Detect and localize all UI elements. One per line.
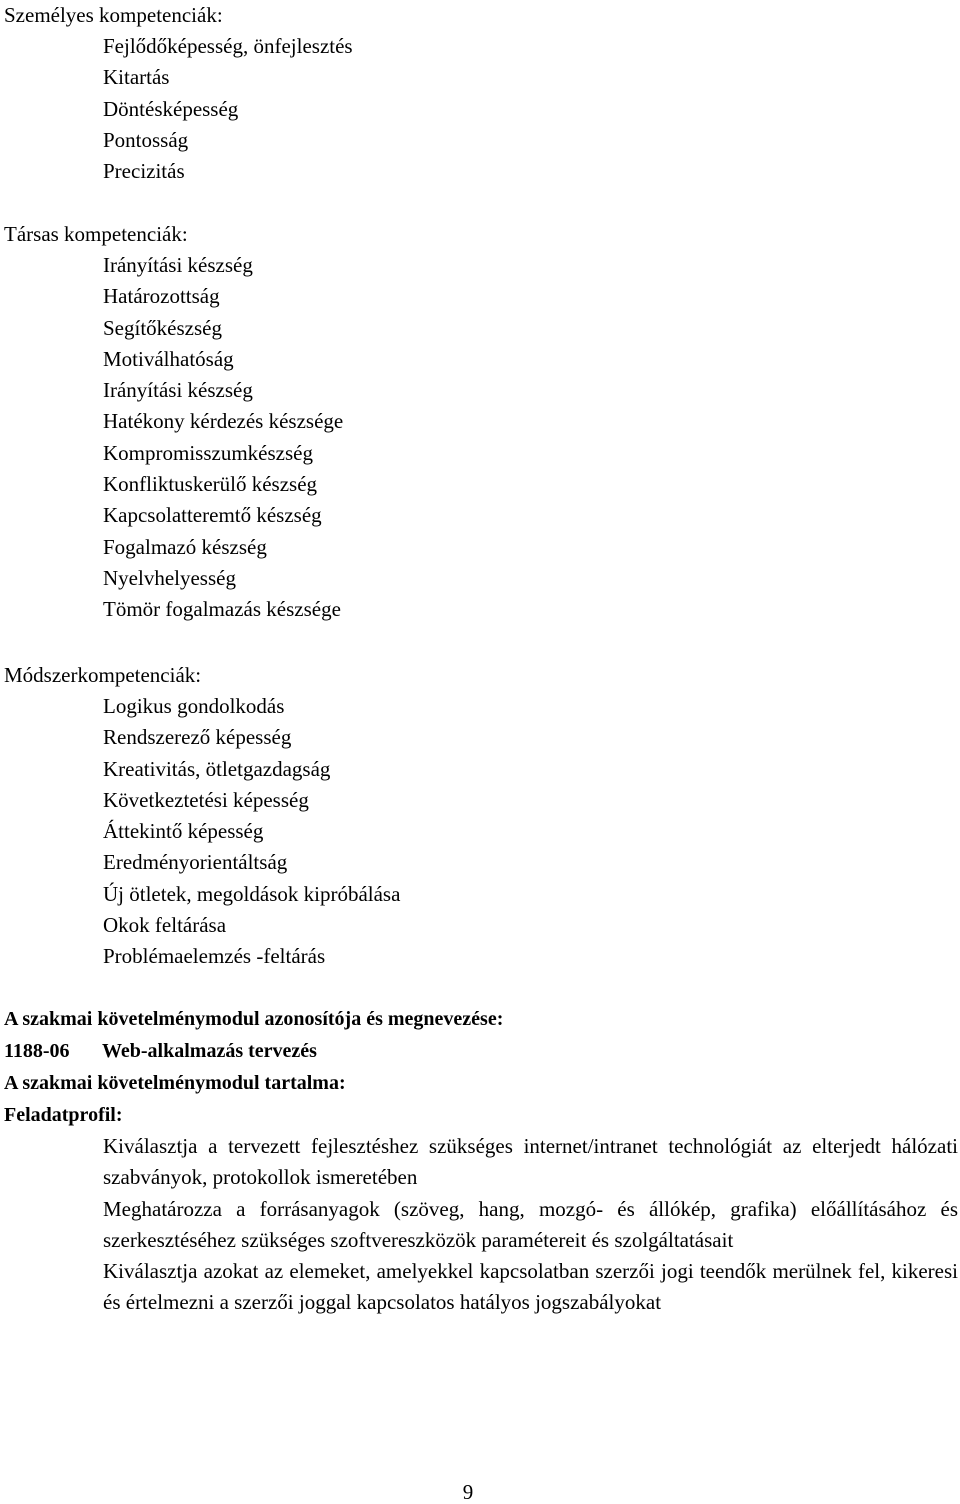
list-item: Kapcsolatteremtő készség bbox=[103, 503, 322, 528]
list-item: Hatékony kérdezés készsége bbox=[103, 409, 344, 434]
list-item: Új ötletek, megoldások kipróbálása bbox=[103, 881, 401, 906]
list-item: Konfliktuskerülő készség bbox=[103, 472, 318, 497]
page-number: 9 bbox=[462, 1480, 474, 1504]
module-content-title: A szakmai követelménymodul tartalma: bbox=[4, 1072, 346, 1094]
list-item: Következtetési képesség bbox=[103, 787, 309, 812]
competency-list bbox=[0, 691, 960, 973]
section-heading: Módszerkompetenciák: bbox=[4, 663, 202, 687]
list-item: Irányítási készség bbox=[103, 378, 253, 403]
list-item: Kreativitás, ötletgazdagság bbox=[103, 756, 331, 781]
task-profile-title: Feladatprofil: bbox=[4, 1104, 123, 1126]
list-item: Eredményorientáltság bbox=[103, 850, 288, 875]
task-item: Kiválasztja a tervezett fejlesztéshez szükséges internet/intranet technológiát az elterjedt hálózati szabványok, protokollok ismeretében bbox=[103, 1134, 958, 1190]
list-item: Motiválhatóság bbox=[103, 346, 234, 371]
list-item: Döntésképesség bbox=[103, 96, 239, 121]
list-item: Precizitás bbox=[103, 159, 185, 184]
list-item: Rendszerező képesség bbox=[103, 725, 292, 750]
section-heading: Személyes kompetenciák: bbox=[4, 3, 223, 27]
section-heading: Társas kompetenciák: bbox=[4, 222, 188, 246]
module-id-title: A szakmai követelménymodul azonosítója és megnevezése: bbox=[4, 1008, 504, 1030]
list-item: Irányítási készség bbox=[103, 253, 253, 277]
list-item: Fejlődőképesség, önfejlesztés bbox=[103, 34, 353, 58]
list-item: Kompromisszumkészség bbox=[103, 440, 313, 465]
list-item: Tömör fogalmazás készsége bbox=[103, 597, 341, 622]
list-item: Fogalmazó készség bbox=[103, 534, 267, 559]
list-item: Pontosság bbox=[103, 127, 189, 152]
list-item: Áttekintő képesség bbox=[103, 819, 264, 844]
personal-competencies-section bbox=[0, 0, 960, 187]
list-item: Nyelvhelyesség bbox=[103, 565, 236, 590]
task-item: Meghatározza a forrásanyagok (szöveg, hang, mozgó- és állókép, grafika) előállításához és szerkesztéséhez szükséges szoftvereszközök paramétereit és szolgáltatásait bbox=[103, 1196, 958, 1252]
list-item: Kitartás bbox=[103, 65, 170, 90]
list-item: Logikus gondolkodás bbox=[103, 694, 285, 718]
task-list bbox=[103, 1131, 958, 1319]
list-item: Problémaelemzés -feltárás bbox=[103, 944, 326, 969]
list-item: Segítőkészség bbox=[103, 315, 222, 340]
method-competencies-section bbox=[0, 660, 960, 973]
social-competencies-section bbox=[0, 219, 960, 626]
task-item: Kiválasztja azokat az elemeket, amelyekkel kapcsolatban szerzői jogi teendők merülnek fel, kikeresi és értelmezni a szerzői joggal kapcsolatos hatályos jogszabályokat bbox=[103, 1259, 958, 1315]
competency-list bbox=[0, 250, 960, 626]
module-header bbox=[4, 1003, 956, 1131]
module-code: 1188-06 bbox=[4, 1040, 70, 1062]
competency-list bbox=[0, 31, 960, 187]
module-code-line bbox=[4, 1035, 956, 1067]
module-name: Web-alkalmazás tervezés bbox=[102, 1040, 317, 1062]
list-item: Határozottság bbox=[103, 284, 220, 309]
list-item: Okok feltárása bbox=[103, 913, 227, 938]
